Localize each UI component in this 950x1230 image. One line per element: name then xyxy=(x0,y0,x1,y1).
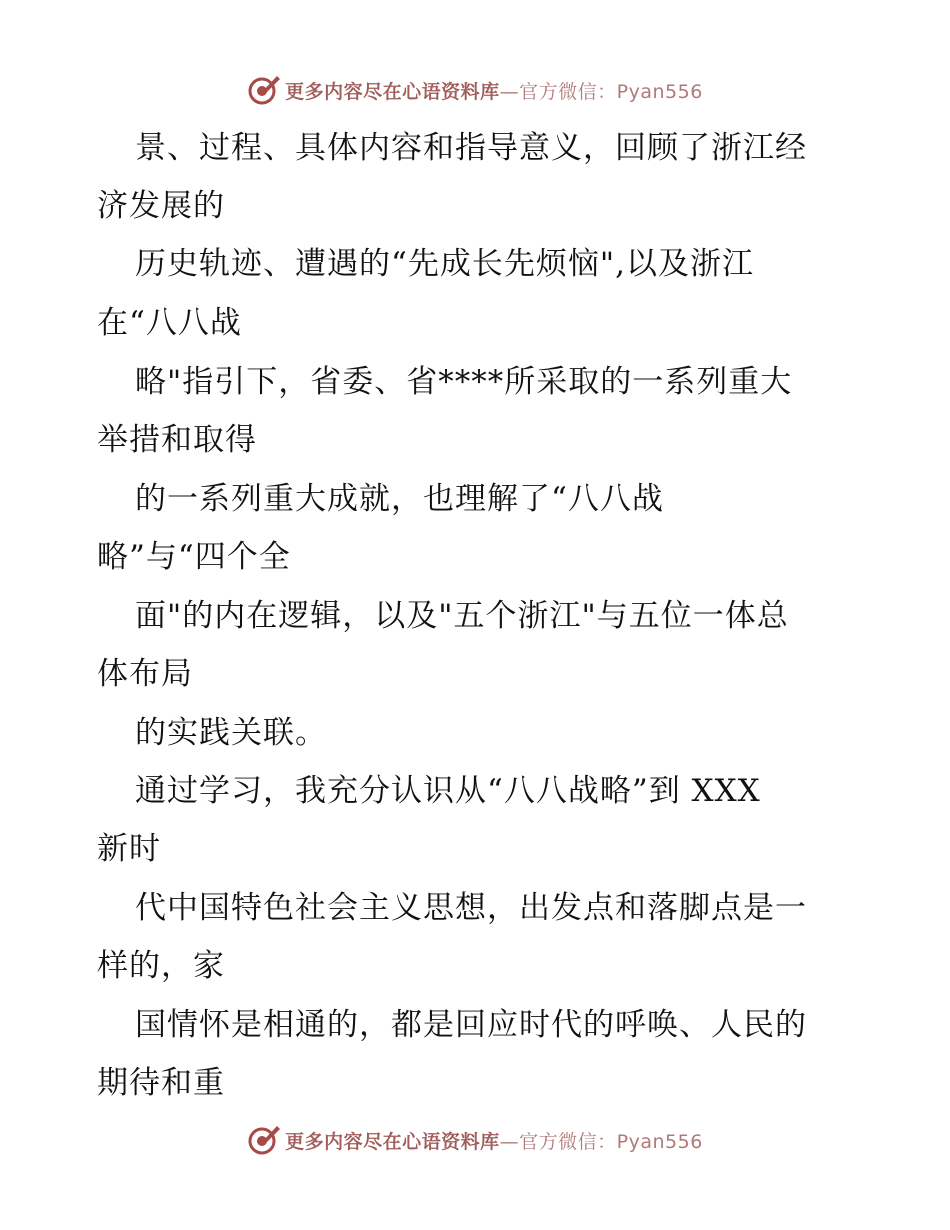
header-brand: 更多内容尽在心语资料库 xyxy=(285,80,500,103)
text-line: 体布局 xyxy=(97,656,193,692)
text-line: 略”与“四个全 xyxy=(97,539,291,575)
footer-contact: 官方微信：Pyan556 xyxy=(519,1130,703,1153)
text-line: 国情怀是相通的，都是回应时代的呼唤、人民的 xyxy=(135,1007,807,1043)
text-line: 通过学习，我充分认识从“八八战略”到 XXX xyxy=(135,773,761,809)
header-separator: — xyxy=(499,80,520,103)
text-line: 景、过程、具体内容和指导意义，回顾了浙江经 xyxy=(135,130,807,166)
text-line: 在“八八战 xyxy=(97,305,242,341)
text-line: 略"指引下，省委、省****所采取的一系列重大 xyxy=(135,364,793,400)
header-contact: 官方微信：Pyan556 xyxy=(519,80,703,103)
text-line: 举措和取得 xyxy=(97,422,257,458)
text-line: 新时 xyxy=(97,831,161,867)
text-line: 济发展的 xyxy=(97,188,225,224)
footer-separator: — xyxy=(499,1130,520,1153)
text-line: 期待和重 xyxy=(97,1065,225,1101)
text-line: 的实践关联。 xyxy=(135,715,327,751)
text-line: 代中国特色社会主义思想，出发点和落脚点是一 xyxy=(135,890,807,926)
text-line: 样的，家 xyxy=(97,948,225,984)
footer-brand: 更多内容尽在心语资料库 xyxy=(285,1130,500,1153)
text-line: 历史轨迹、遭遇的“先成长先烦恼",以及浙江 xyxy=(135,246,754,282)
pen-logo-icon xyxy=(247,1123,281,1157)
footer-banner xyxy=(0,1120,950,1160)
footer-banner-text xyxy=(285,1127,703,1154)
text-line: 面"的内在逻辑，以及"五个浙江"与五位一体总 xyxy=(135,598,789,634)
text-line: 的一系列重大成就，也理解了“八八战 xyxy=(135,481,664,517)
